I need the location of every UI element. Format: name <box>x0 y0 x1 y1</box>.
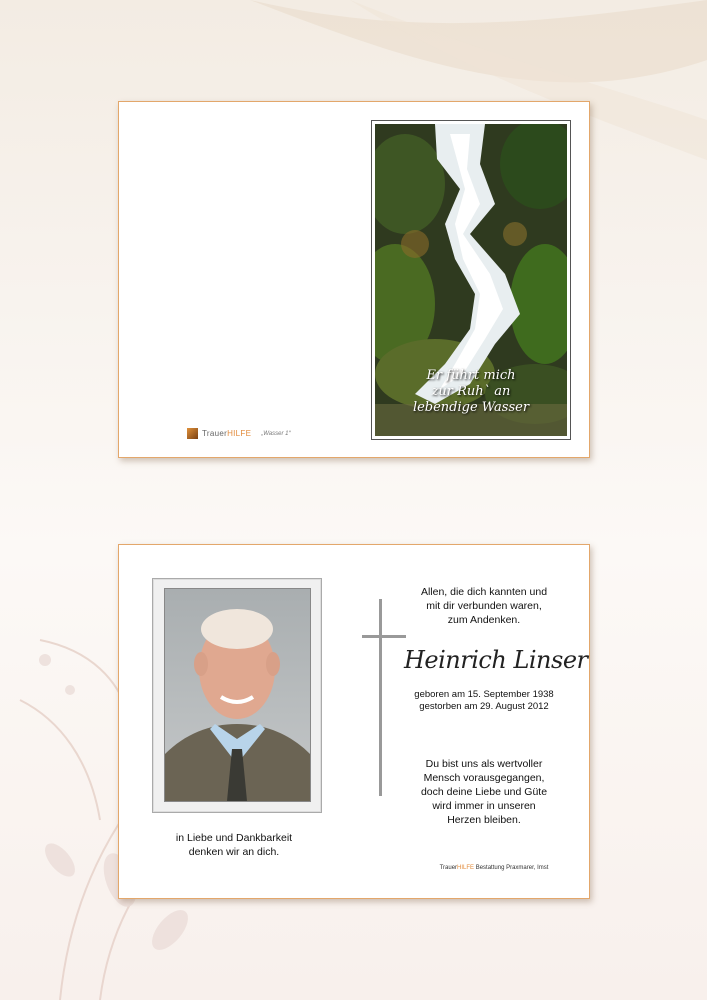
verse-line: Er führt mich <box>426 368 516 383</box>
dedication-line: mit dir verbunden waren, <box>426 600 542 612</box>
poem-line: Mensch vorausgegangen, <box>423 772 545 784</box>
gratitude-line: denken wir an dich. <box>188 846 280 858</box>
brand-logo <box>187 428 290 439</box>
memorial-poem <box>409 757 559 827</box>
portrait-frame <box>152 578 322 813</box>
verse-text <box>375 368 567 416</box>
verse-line: zur Ruh` an <box>431 384 511 399</box>
brand-prefix: Trauer <box>202 429 228 438</box>
deceased-name: Heinrich Linser <box>404 646 588 674</box>
funeral-home-name: Bestattung Praxmarer, Imst <box>474 865 549 871</box>
poem-line: Du bist uns als wertvoller <box>425 758 543 770</box>
poem-line: Herzen bleiben. <box>447 814 521 826</box>
poem-line: doch deine Liebe und Güte <box>420 786 548 798</box>
dedication-line: Allen, die dich kannten und <box>420 586 548 598</box>
dedication-text <box>409 585 559 627</box>
waterfall-frame <box>371 120 571 440</box>
motif-name: „Wasser 1“ <box>261 430 291 437</box>
funeral-home-footer <box>414 865 574 871</box>
front-card <box>118 101 590 458</box>
dedication-line: zum Andenken. <box>447 614 521 626</box>
poem-line: wird immer in unseren <box>432 800 536 812</box>
inside-card <box>118 544 590 899</box>
brand-suffix: HILFE <box>227 429 252 438</box>
gratitude-line: in Liebe und Dankbarkeit <box>175 832 293 844</box>
cross-icon <box>362 599 406 796</box>
portrait-photo <box>164 588 311 802</box>
logo-mark-icon <box>187 428 198 439</box>
verse-line: lebendige Wasser <box>412 400 530 415</box>
life-dates <box>409 689 559 713</box>
waterfall-image <box>375 124 567 436</box>
death-date: gestorben am 29. August 2012 <box>419 701 549 712</box>
gratitude-text <box>159 831 309 859</box>
birth-date: geboren am 15. September 1938 <box>414 689 554 700</box>
brand-prefix: Trauer <box>439 865 458 871</box>
brand-suffix: HILFE <box>457 865 475 871</box>
brand-name <box>202 429 251 438</box>
